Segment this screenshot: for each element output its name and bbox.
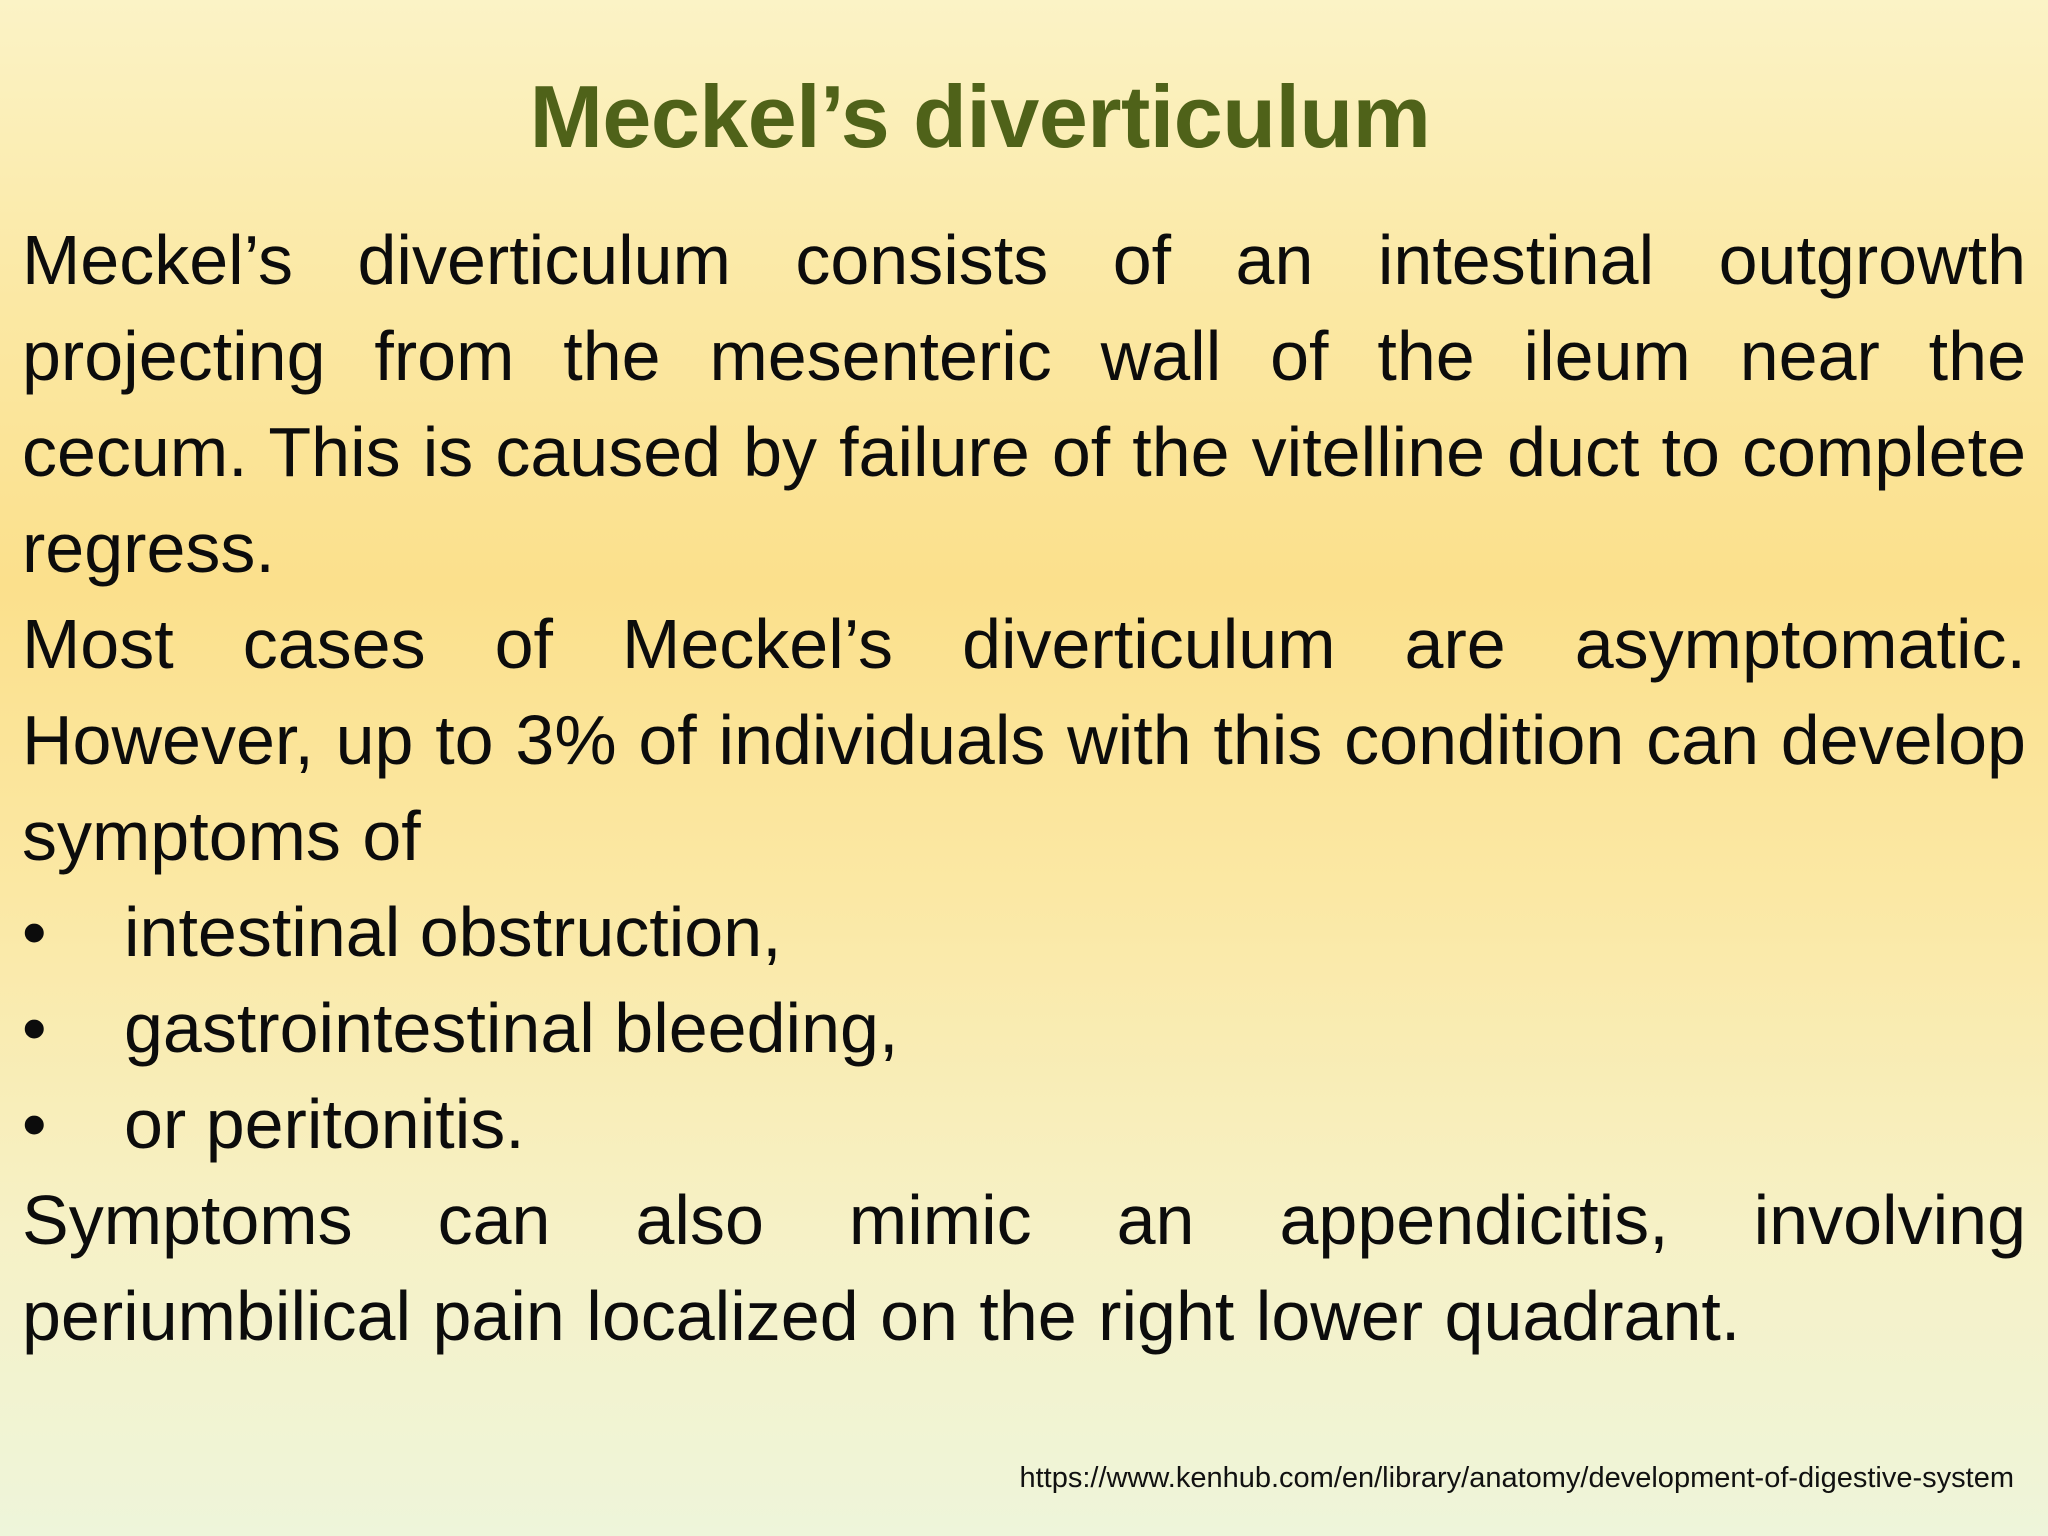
slide-body: [22, 212, 2026, 1364]
list-item-text: intestinal obstruction,: [124, 893, 782, 971]
source-link[interactable]: https://www.kenhub.com/en/library/anatomy/development-of-digestive-system: [1019, 1462, 2014, 1494]
list-item: [22, 884, 2026, 980]
bullet-icon: •: [22, 1085, 47, 1163]
paragraph-symptoms-intro: Most cases of Meckel’s diverticulum are asymptomatic. However, up to 3% of individuals with this condition can develop symptoms of: [22, 605, 2026, 875]
bullet-icon: •: [22, 893, 47, 971]
paragraph-definition: Meckel’s diverticulum consists of an intestinal outgrowth projecting from the mesenteric wall of the ileum near the cecum. This is caused by failure of the vitelline duct to complete regress.: [22, 221, 2026, 587]
list-item-text: or peritonitis.: [124, 1085, 525, 1163]
bullet-icon: •: [22, 989, 47, 1067]
list-item: [22, 980, 2026, 1076]
symptom-list: [22, 884, 2026, 1172]
list-item: [22, 1076, 2026, 1172]
list-item-text: gastrointestinal bleeding,: [124, 989, 899, 1067]
slide-title: Meckel’s diverticulum: [529, 67, 1431, 166]
paragraph-closing: Symptoms can also mimic an appendicitis, involving periumbilical pain localized on the right lower quadrant.: [22, 1181, 2026, 1355]
